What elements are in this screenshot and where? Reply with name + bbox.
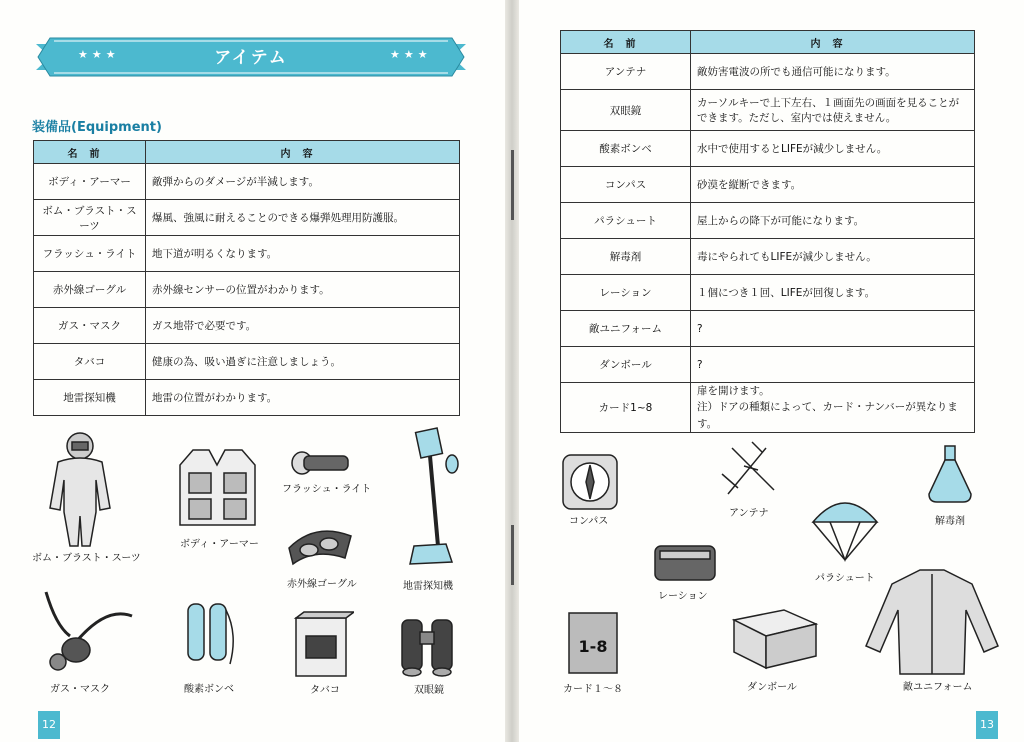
ration-illustration <box>652 543 718 583</box>
item-name: 赤外線ゴーグル <box>34 272 146 308</box>
section-subtitle: 装備品(Equipment) <box>32 120 162 135</box>
item-name: ボム・ブラスト・スーツ <box>34 200 146 236</box>
item-description: ガス地帯で必要です。 <box>146 308 460 344</box>
item-name: タバコ <box>34 344 146 380</box>
item-description: 地雷の位置がわかります。 <box>146 380 460 416</box>
item-description: 砂漠を縦断できます。 <box>691 167 975 203</box>
table-row <box>34 200 460 236</box>
item-description: 水中で使用するとLIFEが減少しません。 <box>691 131 975 167</box>
compass-illustration <box>560 452 620 512</box>
binding-staple <box>511 525 514 585</box>
item-name: アンテナ <box>561 54 691 90</box>
caption-compass: コンパス <box>569 516 609 527</box>
table-row <box>561 131 975 167</box>
item-description: 赤外線センサーの位置がわかります。 <box>146 272 460 308</box>
caption-card: カード１～８ <box>563 684 623 695</box>
table-row <box>561 54 975 90</box>
antidote-illustration <box>925 440 975 506</box>
caption-mine-detector: 地雷探知機 <box>403 581 453 592</box>
page-title: アイテム <box>214 48 288 68</box>
table-row <box>561 203 975 239</box>
table-row <box>561 311 975 347</box>
book-gutter <box>505 0 519 742</box>
table-row <box>34 308 460 344</box>
binoculars-illustration <box>398 610 458 680</box>
table-row <box>561 383 975 433</box>
flashlight-illustration <box>290 448 352 478</box>
item-name: コンパス <box>561 167 691 203</box>
item-name: ボディ・アーマー <box>34 164 146 200</box>
table-row <box>34 272 460 308</box>
item-description: 毒にやられてもLIFEが減少しません。 <box>691 239 975 275</box>
caption-parachute: パラシュート <box>815 573 875 584</box>
table-header <box>34 141 460 164</box>
item-description: 屋上からの降下が可能になります。 <box>691 203 975 239</box>
item-name: カード1~8 <box>561 383 691 433</box>
mine-detector-illustration <box>400 426 460 576</box>
caption-goggles: 赤外線ゴーグル <box>287 579 357 590</box>
card-face-label: 1-8 <box>578 637 608 656</box>
item-name: レーション <box>561 275 691 311</box>
gas-mask-illustration <box>36 586 136 676</box>
table-row <box>34 344 460 380</box>
caption-bomb-suit: ボム・ブラスト・スーツ <box>32 553 141 564</box>
bomb-suit-illustration <box>30 428 130 548</box>
column-header-content: 内容 <box>691 31 975 54</box>
caption-ration: レーション <box>658 591 708 602</box>
caption-gas-mask: ガス・マスク <box>50 684 110 695</box>
caption-binoculars: 双眼鏡 <box>414 685 444 696</box>
item-description: 爆風、強風に耐えることのできる爆弾処理用防護服。 <box>146 200 460 236</box>
body-armor-illustration <box>175 445 260 530</box>
caption-cigarettes: タバコ <box>310 685 340 696</box>
item-description: 扉を開けます。 注）ドアの種類によって、カード・ナンバーが異なります。 <box>691 383 975 433</box>
item-name: 酸素ボンベ <box>561 131 691 167</box>
cigarettes-illustration <box>292 610 354 680</box>
item-name: ダンボール <box>561 347 691 383</box>
table-row <box>561 90 975 131</box>
caption-cardboard: ダンボール <box>747 682 797 693</box>
star-icon: ★★★ <box>390 48 432 61</box>
caption-body-armor: ボディ・アーマー <box>180 539 259 550</box>
caption-enemy-uniform: 敵ユニフォーム <box>903 682 973 693</box>
table-row <box>34 380 460 416</box>
items-table <box>560 30 975 433</box>
parachute-illustration <box>810 492 880 564</box>
table-row <box>34 236 460 272</box>
page-number: 12 <box>38 711 60 739</box>
caption-antidote: 解毒剤 <box>935 516 965 527</box>
star-icon: ★★★ <box>78 48 120 61</box>
cardboard-box-illustration <box>730 602 820 672</box>
table-row <box>561 239 975 275</box>
equipment-table <box>33 140 460 416</box>
page-number: 13 <box>976 711 998 739</box>
item-name: パラシュート <box>561 203 691 239</box>
table-row <box>34 164 460 200</box>
binding-staple <box>511 150 514 220</box>
item-description: 敵弾からのダメージが半減します。 <box>146 164 460 200</box>
caption-oxygen-tank: 酸素ボンベ <box>184 684 234 695</box>
table-row <box>561 167 975 203</box>
caption-flashlight: フラッシュ・ライト <box>282 484 372 495</box>
antenna-illustration <box>718 438 780 500</box>
infrared-goggles-illustration <box>285 518 355 568</box>
item-description: カーソルキーで上下左右、１画面先の画面を見ることができます。ただし、室内では使えません。 <box>691 90 975 131</box>
caption-antenna: アンテナ <box>729 508 769 519</box>
item-description: ? <box>691 347 975 383</box>
item-name: 地雷探知機 <box>34 380 146 416</box>
column-header-name: 名前 <box>34 141 146 164</box>
column-header-content: 内容 <box>146 141 460 164</box>
item-name: 双眼鏡 <box>561 90 691 131</box>
item-name: 解毒剤 <box>561 239 691 275</box>
table-row <box>561 347 975 383</box>
table-row <box>561 275 975 311</box>
item-name: ガス・マスク <box>34 308 146 344</box>
item-description: 地下道が明るくなります。 <box>146 236 460 272</box>
item-description: ? <box>691 311 975 347</box>
item-description: １個につき１回、LIFEが回復します。 <box>691 275 975 311</box>
item-name: 敵ユニフォーム <box>561 311 691 347</box>
enemy-uniform-illustration <box>862 566 1002 676</box>
column-header-name: 名前 <box>561 31 691 54</box>
title-banner <box>36 34 466 80</box>
item-description: 敵妨害電波の所でも通信可能になります。 <box>691 54 975 90</box>
card-illustration <box>566 610 620 676</box>
oxygen-tank-illustration <box>180 594 240 674</box>
item-description: 健康の為、吸い過ぎに注意しましょう。 <box>146 344 460 380</box>
table-header <box>561 31 975 54</box>
item-name: フラッシュ・ライト <box>34 236 146 272</box>
